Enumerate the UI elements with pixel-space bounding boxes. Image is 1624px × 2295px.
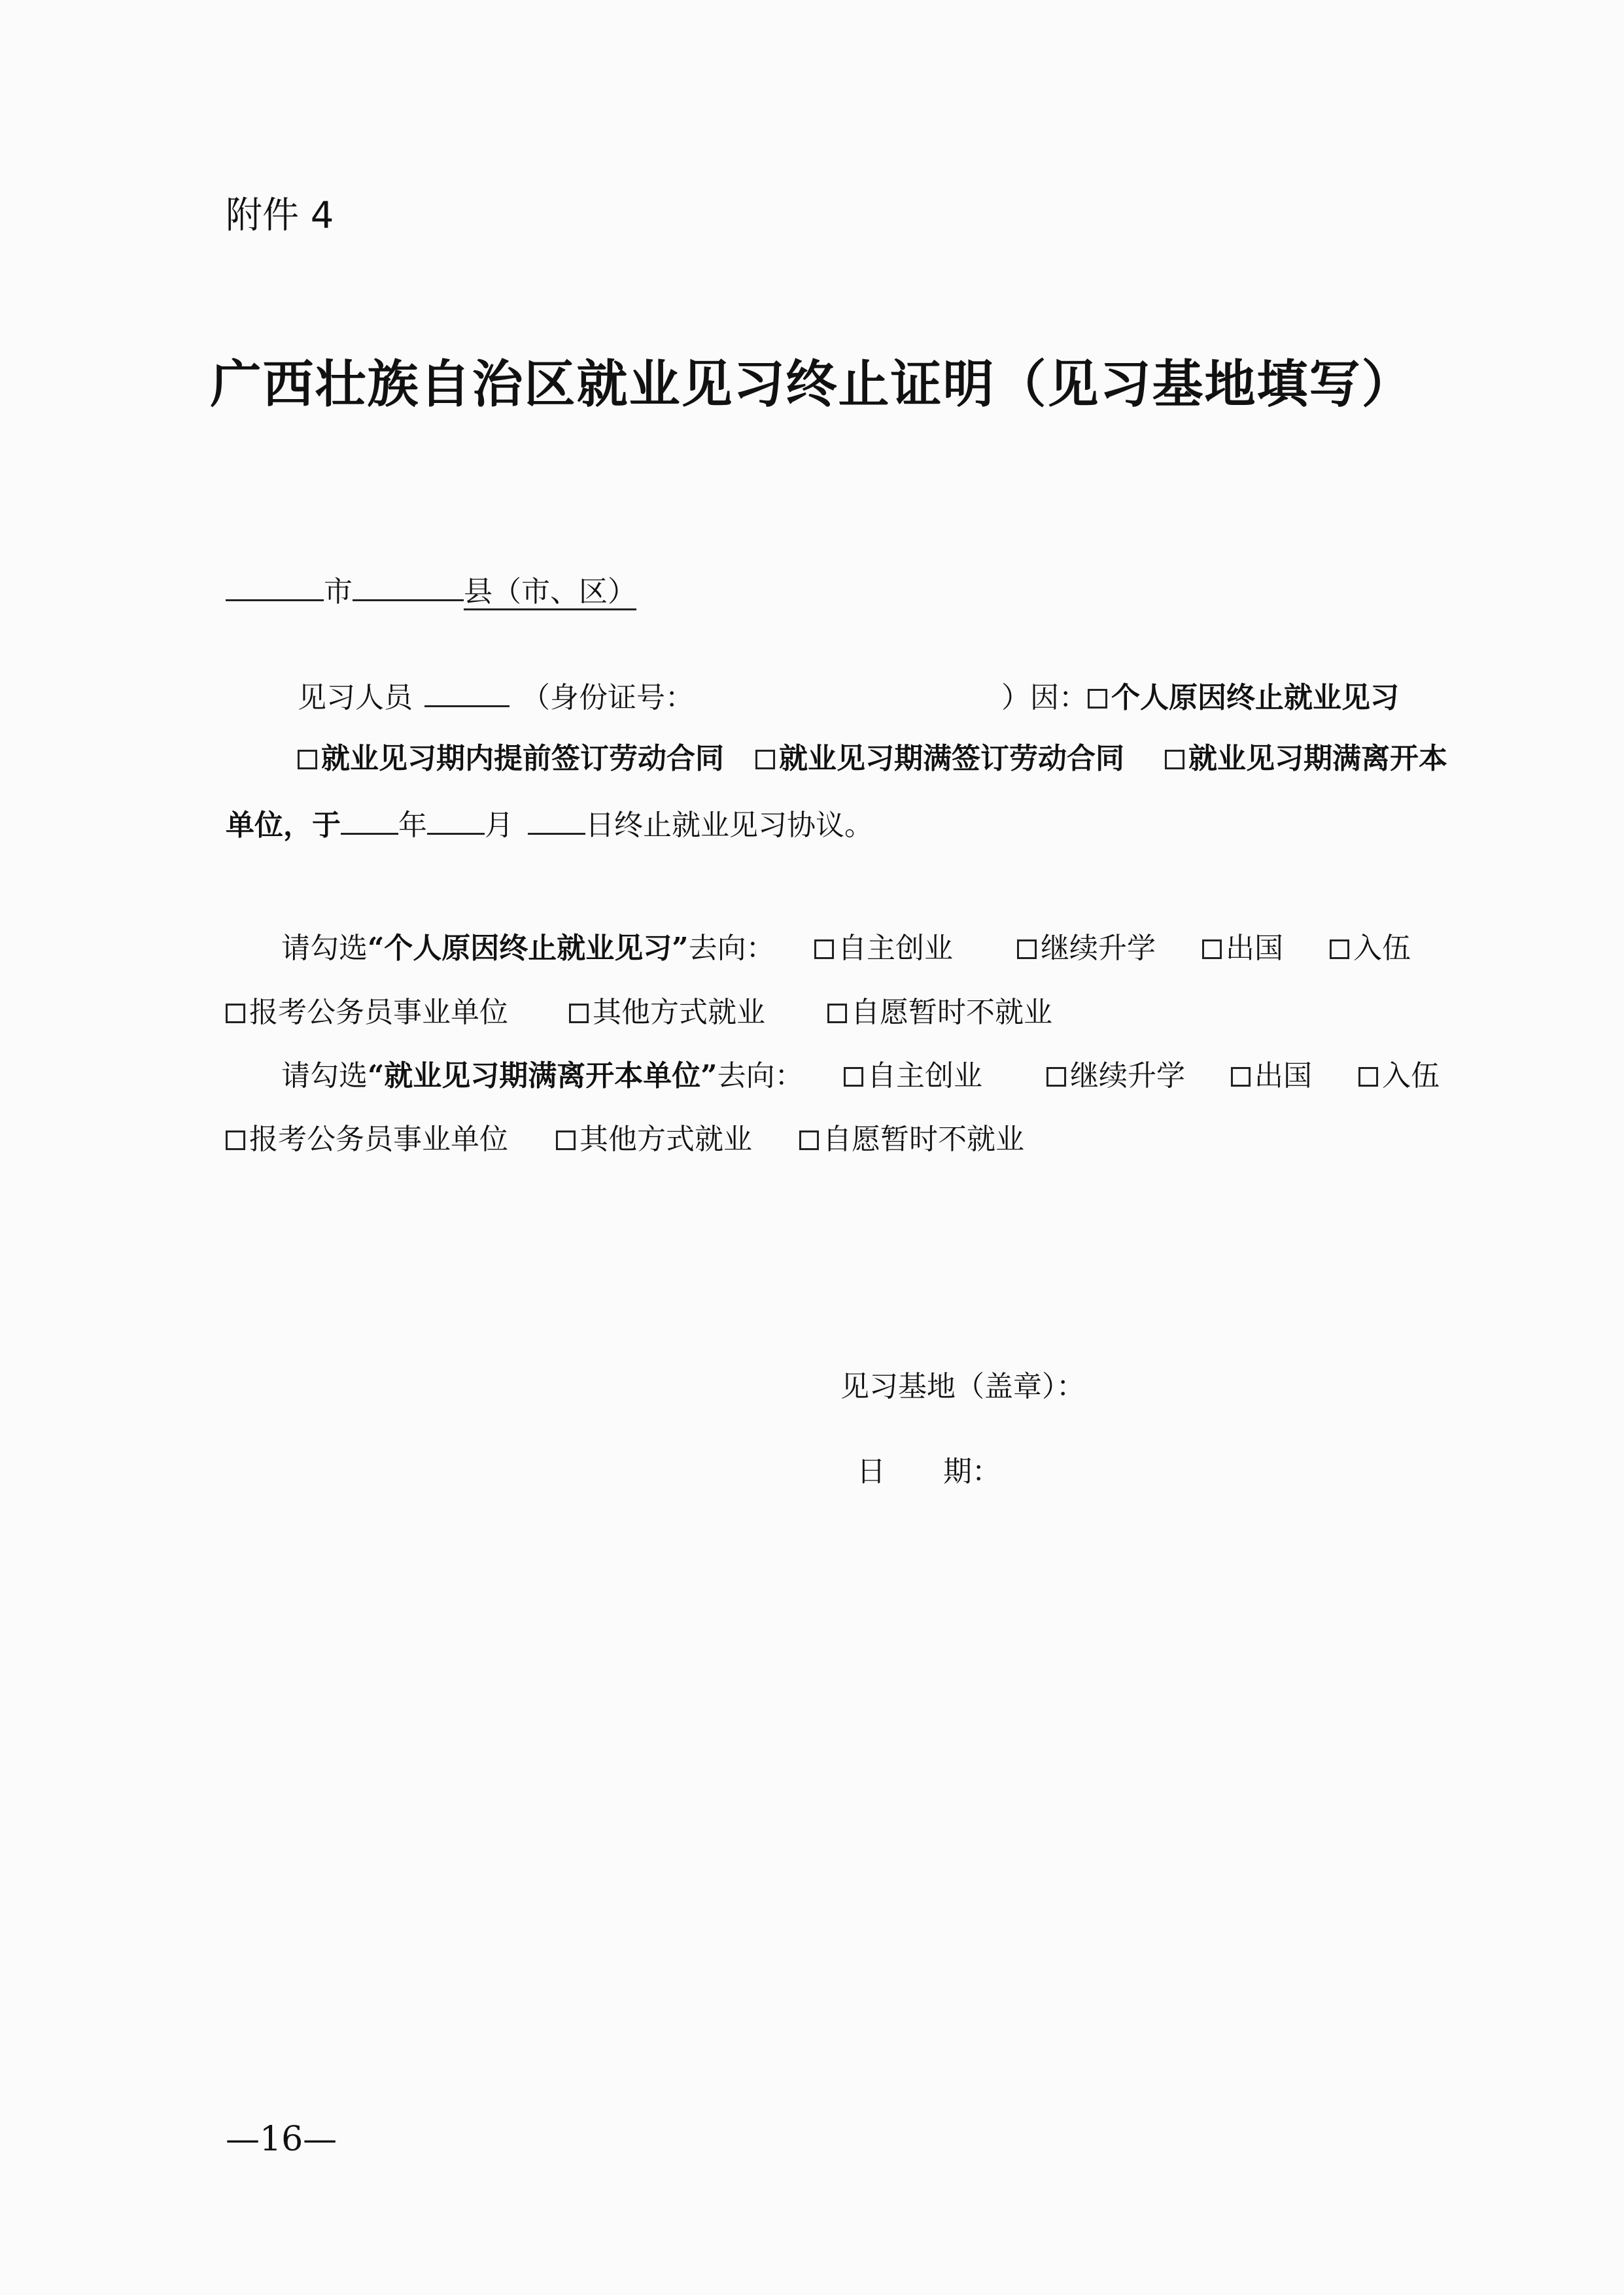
checkbox[interactable] — [226, 1004, 245, 1023]
year-label: 年 — [398, 809, 427, 842]
city-suffix: 市 — [324, 575, 353, 608]
s2-opt-1[interactable] — [1046, 1057, 1185, 1096]
s2-opt-6-label: 自愿暂时不就业 — [823, 1123, 1024, 1156]
reason-options-line — [298, 739, 1447, 779]
checkbox[interactable] — [1202, 939, 1222, 959]
document-title: 广西壮族自治区就业见习终止证明（见习基地填写） — [210, 355, 1414, 414]
reason-early-contract-label: 就业见习期内提前签订劳动合同 — [321, 742, 724, 775]
checkbox[interactable] — [569, 1004, 589, 1023]
section1-line1 — [281, 929, 775, 968]
section2-suffix: 去向： — [717, 1059, 804, 1093]
checkbox-full-contract[interactable] — [755, 750, 775, 769]
base-seal-label: 见习基地（盖章）： — [840, 1370, 1085, 1403]
attachment-label: 附件 4 — [226, 194, 334, 237]
s2-opt-0[interactable] — [844, 1057, 982, 1096]
month-blank[interactable] — [427, 801, 485, 835]
id-label: （身份证号： — [521, 681, 694, 714]
section1-prefix: 请勾选 — [281, 932, 368, 965]
checkbox[interactable] — [1017, 939, 1037, 959]
day-text: 日终止就业见习协议。 — [585, 809, 873, 842]
date-label: 日 期： — [857, 1455, 1001, 1488]
section1-suffix: 去向： — [688, 932, 775, 965]
section1-quoted: “个人原因终止就业见习” — [368, 932, 689, 965]
s2-opt-0-label: 自主创业 — [867, 1059, 982, 1093]
page-number: —16— — [226, 2120, 337, 2159]
location-line — [226, 568, 636, 612]
section2-prefix: 请勾选 — [281, 1059, 368, 1093]
s1-opt-1-label: 继续升学 — [1041, 932, 1156, 965]
checkbox[interactable] — [1046, 1067, 1066, 1087]
county-blank[interactable] — [353, 568, 464, 601]
checkbox[interactable] — [827, 1004, 847, 1023]
month-label: 月 — [485, 809, 513, 842]
s2-opt-5-label: 其他方式就业 — [579, 1123, 752, 1156]
checkbox[interactable] — [556, 1130, 576, 1150]
unit-text: 单位，于 — [226, 809, 341, 842]
checkbox[interactable] — [814, 939, 834, 959]
section2-quoted: “就业见习期满离开本单位” — [368, 1059, 717, 1093]
s2-opt-1-label: 继续升学 — [1070, 1059, 1185, 1093]
checkbox[interactable] — [844, 1067, 863, 1087]
checkbox[interactable] — [1231, 1067, 1251, 1087]
county-suffix: 县（市、区） — [464, 575, 636, 610]
s2-opt-4-label: 报考公务员事业单位 — [249, 1123, 508, 1156]
s2-opt-6[interactable] — [799, 1120, 1024, 1159]
day-blank[interactable] — [528, 801, 585, 835]
checkbox[interactable] — [1358, 1067, 1378, 1087]
intern-label: 见习人员 — [298, 681, 413, 714]
s1-opt-4-label: 报考公务员事业单位 — [249, 996, 508, 1029]
s2-opt-5[interactable] — [556, 1120, 752, 1159]
s2-opt-2[interactable] — [1231, 1057, 1312, 1096]
intern-line — [298, 674, 1399, 718]
s1-opt-1[interactable] — [1017, 929, 1156, 968]
s1-opt-5-label: 其他方式就业 — [593, 996, 765, 1029]
checkbox-personal-reason[interactable] — [1088, 689, 1107, 709]
checkbox[interactable] — [799, 1130, 819, 1150]
s1-opt-3-label: 入伍 — [1353, 932, 1411, 965]
year-blank[interactable] — [341, 801, 398, 835]
s2-opt-4[interactable] — [226, 1120, 508, 1159]
s1-opt-0-label: 自主创业 — [838, 932, 953, 965]
s1-opt-6-label: 自愿暂时不就业 — [851, 996, 1052, 1029]
s2-opt-2-label: 出国 — [1254, 1059, 1312, 1093]
s2-opt-3-label: 入伍 — [1382, 1059, 1440, 1093]
s2-opt-3[interactable] — [1358, 1057, 1440, 1096]
s1-opt-0[interactable] — [814, 929, 953, 968]
s1-opt-3[interactable] — [1330, 929, 1411, 968]
s1-opt-2-label: 出国 — [1226, 932, 1283, 965]
reason-personal-label: 个人原因终止就业见习 — [1111, 681, 1399, 714]
s1-opt-6[interactable] — [827, 993, 1052, 1032]
termination-date-line — [226, 801, 873, 845]
section2-line1 — [281, 1057, 804, 1096]
s1-opt-4[interactable] — [226, 993, 508, 1032]
checkbox[interactable] — [1330, 939, 1349, 959]
city-blank[interactable] — [226, 568, 324, 601]
reason-full-leave-label: 就业见习期满离开本 — [1188, 742, 1447, 775]
s1-opt-5[interactable] — [569, 993, 765, 1032]
intern-name-blank[interactable] — [424, 674, 510, 707]
s1-opt-2[interactable] — [1202, 929, 1283, 968]
checkbox-full-leave[interactable] — [1165, 750, 1184, 769]
checkbox[interactable] — [226, 1130, 245, 1150]
reason-prefix: ）因： — [1001, 681, 1088, 714]
reason-full-contract-label: 就业见习期满签订劳动合同 — [779, 742, 1124, 775]
checkbox-early-contract[interactable] — [298, 750, 317, 769]
